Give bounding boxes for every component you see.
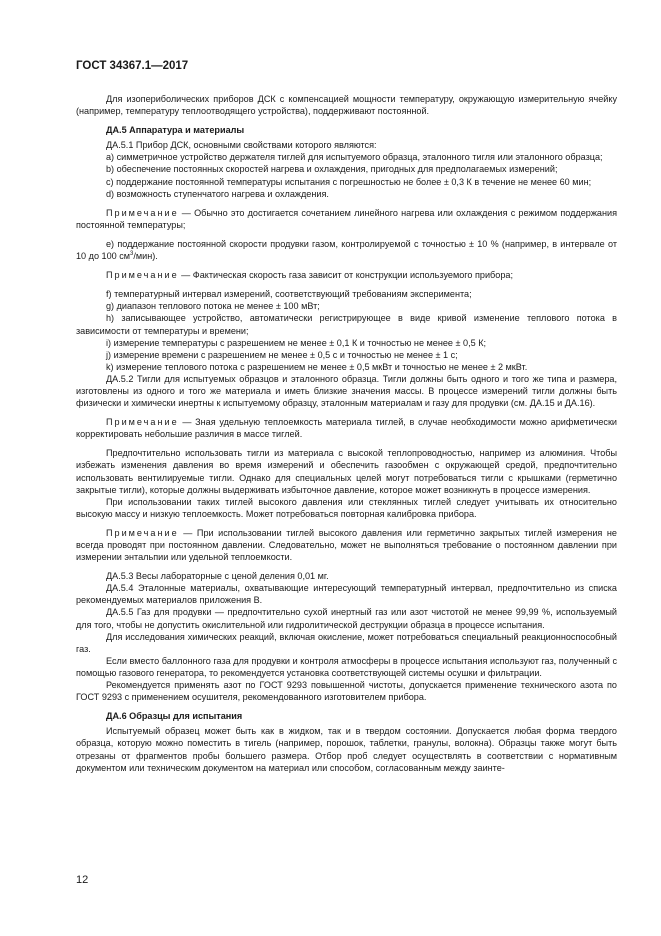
paragraph-high-pressure: При использовании таких тиглей высокого давления или стеклянных тиглей следует учитывать их относительно высокую массу и низкую теплоемкость. Может потребоваться повторная калибровка прибора.	[76, 496, 617, 519]
note-3	[76, 416, 617, 440]
page-number: 12	[76, 874, 89, 886]
section-heading-da6: ДА.6 Образцы для испытания	[106, 711, 243, 722]
list-item-b: b) обеспечение постоянных скоростей нагрева и охлаждения, пригодных для предполагаемых измерений;	[106, 164, 558, 175]
list-item-i: i) измерение температуры с разрешением не менее ± 0,1 К и точностью не менее ± 0,5 К;	[106, 337, 487, 348]
note-text: — При использовании тиглей высокого давления или герметично закрытых тиглей измерения не всегда проводят при постоянном давлении. Следовательно, может не выполняться требование о постоянном давлении при измерении энтальпии или удельной теплоемкости.	[76, 527, 617, 563]
list-item-k: k) измерение теплового потока с разрешением не менее ± 0,5 мкВт и точностью не менее ± 2 мкВт.	[106, 361, 528, 372]
note-4	[76, 527, 617, 563]
paragraph-nitrogen: Рекомендуется применять азот по ГОСТ 9293 повышенной чистоты, допускается применение технического азота по ГОСТ 9293 с применением осушителя, рекомендованного изготовителем прибора.	[76, 680, 617, 703]
list-item-j: j) измерение времени с разрешением не менее ± 0,5 с и точностью не менее ± 1 с;	[106, 349, 458, 360]
paragraph-crucible-material: Предпочтительно использовать тигли из материала с высокой теплопроводностью, например из алюминия. Чтобы избежать изменения давления во время измерений и обеспечить газообмен с окружающей средой, предпочтительно использовать вентилируемые тигли. Однако для специальных целей могут потребоваться тигли с крышками (герметично закрытые тигли), которые должны выдерживать избыточное давление, которое может возникнуть в процессе измерения.	[76, 448, 617, 495]
paragraph-isoperibolic: Для изопериболических приборов ДСК с компенсацией мощности температуру, окружающую измерительную ячейку (например, температуру теплоотводящего устройства), поддерживают постоянной.	[76, 94, 617, 117]
clause-da5-4: ДА.5.4 Эталонные материалы, охватывающие интересующий температурный интервал, предпочтительно из списка рекомендуемых материалов приложения В.	[76, 583, 617, 606]
list-item-h: h) записывающее устройство, автоматически регистрирующее в виде кривой изменение теплового потока в зависимости от температуры и времени;	[76, 313, 617, 336]
list-item-a: а) симметричное устройство держателя тиглей для испытуемого образца, эталонного тигля или эталонного образца;	[106, 152, 603, 163]
list-item-c: c) поддержание постоянной температуры испытания с погрешностью не более ± 0,3 К в течение не менее 60 мин;	[106, 176, 592, 187]
list-item-g: g) диапазон теплового потока не менее ± 100 мВт;	[106, 301, 320, 312]
note-text: — Зная удельную теплоемкость материала тиглей, в случае необходимости можно арифметически корректировать небольшие различия в массе тиглей.	[76, 417, 617, 440]
note-label: Примечание	[106, 527, 179, 538]
list-item-e-text: е) поддержание постоянной скорости продувки газом, контролируемой с точностью ± 10 % (например, в интервале от 10 до 100 см	[76, 238, 617, 262]
note-text: — Обычно это достигается сочетанием линейного нагрева или охлаждения с режимом поддержания постоянной температуры;	[76, 207, 617, 230]
note-label: Примечание	[106, 207, 179, 218]
paragraph-gas-generator: Если вместо баллонного газа для продувки и контроля атмосферы в процессе испытания используют газ, полученный с помощью газового генератора, то рекомендуется установка соответствующей системы осушки и фильтрации.	[76, 655, 617, 678]
section-heading-da5: ДА.5 Аппаратура и материалы	[106, 125, 245, 136]
paragraph-samples: Испытуемый образец может быть как в жидком, так и в твердом состоянии. Допускается любая форма твердого образца, которую можно поместить в тигель (например, порошок, таблетки, гранулы, волокна). Образцы также могут быть отрезаны от фрагментов пробы большего размера. Отбор проб следует осуществлять в соответствии с нормативным документом или техническим документом на материал или способом, согласованным между заинте-	[76, 726, 617, 773]
list-item-e	[76, 238, 617, 262]
note-label: Примечание	[106, 417, 179, 428]
note-2	[76, 269, 617, 281]
clause-da5-3: ДА.5.3 Весы лабораторные с ценой деления 0,01 мг.	[106, 571, 329, 582]
clause-da5-1: ДА.5.1 Прибор ДСК, основными свойствами которого являются:	[106, 140, 377, 151]
note-label: Примечание	[106, 270, 179, 281]
clause-da5-5: ДА.5.5 Газ для продувки — предпочтительно сухой инертный газ или азот чистотой не менее 99,99 %, используемый для того, чтобы не допустить окислительной или гидролитической деструкции образца в процессе испытания.	[76, 607, 617, 630]
note-1	[76, 207, 617, 231]
page-content	[76, 93, 617, 774]
note-text: — Фактическая скорость газа зависит от конструкции используемого прибора;	[178, 270, 513, 281]
list-item-e-unit: /мин).	[133, 251, 158, 262]
clause-da5-2: ДА.5.2 Тигли для испытуемых образцов и эталонного образца. Тигли должны быть одного и того же типа и размера, изготовлены из одного и того же материала и иметь близкие значения массы. В процессе измерений тигли должны быть физически и химически инертны к испытуемому образцу, эталонным материалам и газу для продувки (см. ДА.15 и ДА.16).	[76, 373, 617, 409]
list-item-f: f) температурный интервал измерений, соответствующий требованиям эксперимента;	[106, 289, 472, 300]
list-item-d: d) возможность ступенчатого нагрева и охлаждения.	[106, 188, 329, 199]
document-header: ГОСТ 34367.1—2017	[76, 60, 189, 72]
superscript: 3	[130, 251, 134, 257]
paragraph-reactive-gas: Для исследования химических реакций, включая окисление, может потребоваться специальный реакционноспособный газ.	[76, 631, 617, 654]
